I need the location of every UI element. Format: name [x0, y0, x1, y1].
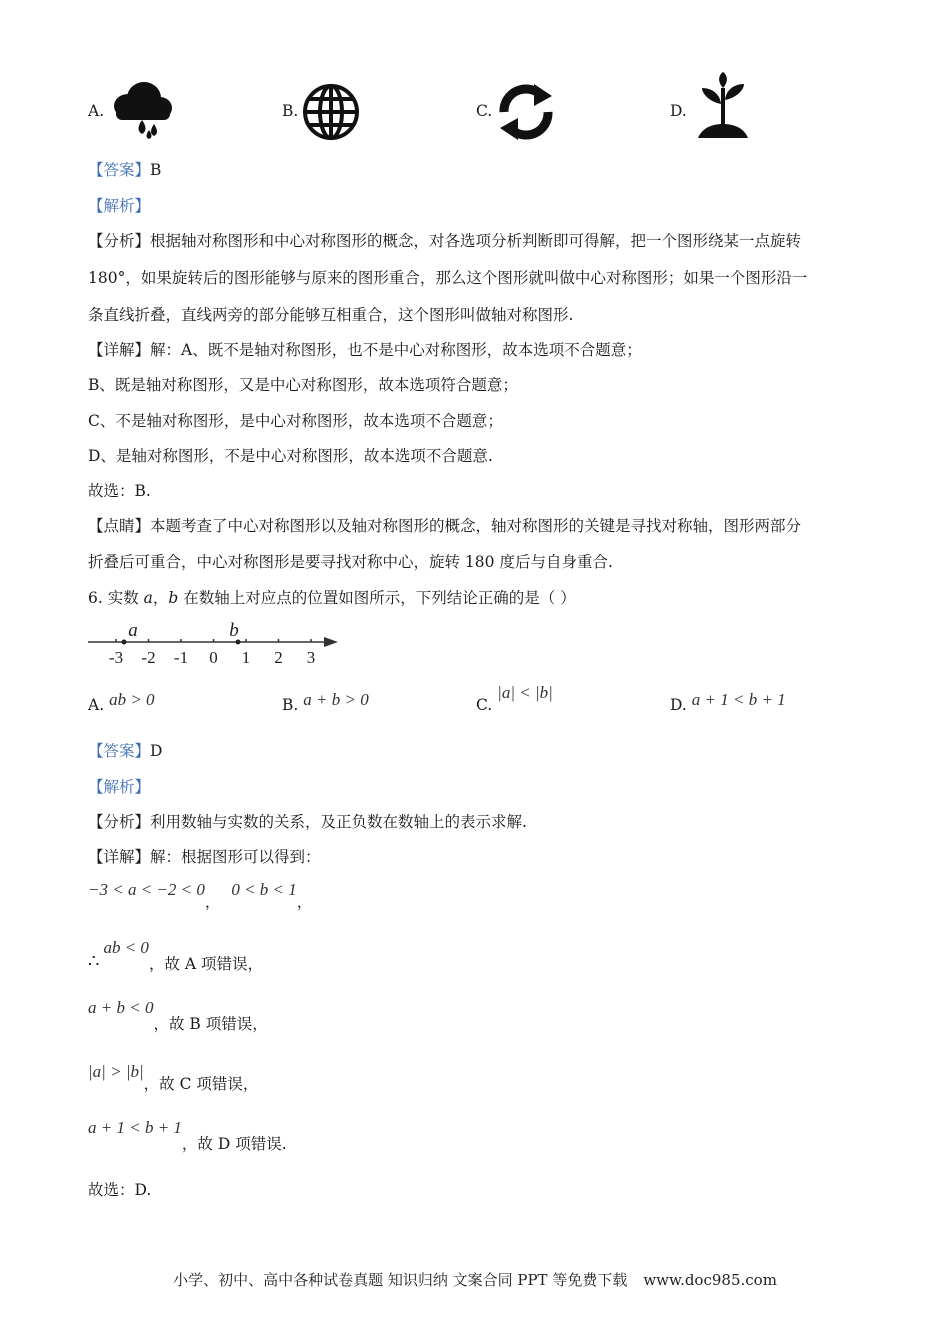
q5-fenxi-line2: 180°，如果旋转后的图形能够与原来的图形重合，那么这个图形就叫做中心对称图形；如果一个图形沿一 — [88, 269, 808, 287]
q6-var-a: a — [143, 589, 153, 607]
ineq-sep: ， — [204, 893, 221, 911]
q5-fenxi-line3: 条直线折叠，直线两旁的部分能够互相重合，这个图形叫做轴对称图形. — [88, 306, 574, 324]
fenxi-text: 利用数轴与实数的关系，及正负数在数轴上的表示求解. — [150, 813, 527, 831]
inequality-a: −3 < a < −2 < 0 — [88, 880, 205, 899]
q6-option-b-label: B. — [282, 696, 299, 714]
fenxi-tag: 【分析】 — [88, 232, 151, 250]
ineq-end: ， — [296, 893, 313, 911]
dianjing-text: 本题考查了中心对称图形以及轴对称图形的概念，轴对称图形的关键是寻找对称轴，图形两部分 — [150, 517, 802, 535]
q5-xiangjie-line1 — [88, 340, 642, 360]
footer-url[interactable]: www.doc985.com — [643, 1271, 777, 1289]
q6-step-b — [88, 996, 268, 1033]
option-a-label: A. — [88, 102, 105, 120]
option-d-label: D. — [670, 102, 687, 120]
q6-xiangjie — [88, 847, 321, 867]
answer-value: B — [150, 161, 162, 179]
q6-choose: 故选：D. — [88, 1181, 152, 1199]
q6-step-a — [88, 936, 263, 973]
q6-option-c-math: |a| < |b| — [497, 683, 553, 702]
xiangjie-text: 解：A、既不是轴对称图形，也不是中心对称图形，故本选项不合题意； — [150, 341, 642, 359]
point-b-label: b — [229, 620, 239, 641]
point-a — [122, 640, 127, 645]
tick-label: -3 — [108, 648, 124, 667]
q6-stem — [88, 588, 576, 608]
q5-answer — [88, 160, 161, 180]
q5-xiangjie-line2: B、既是轴对称图形，又是中心对称图形，故本选项符合题意； — [88, 376, 518, 394]
recycle-arrows-icon — [494, 82, 558, 142]
xiangjie-text: 解：根据图形可以得到： — [150, 848, 321, 866]
globe-icon — [300, 82, 362, 142]
q6-comma: ， — [152, 589, 169, 607]
q5-xiangjie-line4: D、是轴对称图形，不是中心对称图形，故本选项不合题意. — [88, 447, 493, 465]
xiangjie-tag: 【详解】 — [88, 848, 151, 866]
dianjing-tag: 【点睛】 — [88, 517, 151, 535]
step-b-math: a + b < 0 — [88, 998, 154, 1017]
q5-dianjing-line2: 折叠后可重合，中心对称图形是要寻找对称中心，旋转 180 度后与自身重合. — [88, 553, 613, 571]
q6-answer — [88, 741, 162, 761]
step-c-math: |a| > |b| — [88, 1062, 144, 1081]
step-a-math: ab < 0 — [103, 938, 149, 957]
rain-cloud-icon — [108, 78, 174, 140]
tick-label: -2 — [141, 648, 156, 667]
therefore-symbol: ∴ — [88, 951, 100, 972]
q6-option-c-label: C. — [476, 696, 493, 714]
step-b-text: ，故 B 项错误， — [153, 1015, 268, 1033]
tick-label: 0 — [209, 648, 218, 667]
q6-stem-prefix: 6. 实数 — [88, 589, 144, 607]
fenxi-text: 根据轴对称图形和中心对称图形的概念，对各选项分析判断即可得解，把一个图形绕某一点旋转 — [150, 232, 802, 250]
fenxi-tag: 【分析】 — [88, 813, 151, 831]
q5-analysis-tag: 【解析】 — [88, 197, 151, 215]
option-b-label: B. — [282, 102, 299, 120]
q6-option-d — [670, 690, 786, 715]
footer-text: 小学、初中、高中各种试卷真题 知识归纳 文案合同 PPT 等免费下载 — [173, 1271, 628, 1289]
q5-choose: 故选：B. — [88, 482, 151, 500]
number-line — [86, 618, 342, 668]
q6-option-c — [476, 683, 553, 715]
q6-option-d-label: D. — [670, 696, 687, 714]
q6-analysis-tag: 【解析】 — [88, 778, 151, 796]
step-c-text: ，故 C 项错误， — [143, 1075, 259, 1093]
step-a-text: ，故 A 项错误， — [148, 955, 263, 973]
q6-option-b-math: a + b > 0 — [303, 690, 369, 709]
option-c-label: C. — [476, 102, 493, 120]
q6-stem-suffix: 在数轴上对应点的位置如图所示，下列结论正确的是（ ） — [178, 589, 576, 607]
q6-step-c — [88, 1060, 259, 1093]
q6-fenxi — [88, 812, 527, 832]
answer-tag: 【答案】 — [88, 161, 151, 179]
q6-option-d-math: a + 1 < b + 1 — [691, 690, 786, 709]
number-line-arrow — [324, 637, 338, 647]
q6-step-d — [88, 1116, 287, 1153]
answer-tag: 【答案】 — [88, 742, 151, 760]
xiangjie-tag: 【详解】 — [88, 341, 151, 359]
q6-option-a-math: ab > 0 — [109, 690, 155, 709]
footer — [0, 1269, 950, 1290]
q5-dianjing-line1 — [88, 516, 801, 536]
tick-label: -1 — [173, 648, 189, 667]
point-a-label: a — [128, 620, 138, 641]
q6-option-b — [282, 690, 369, 715]
step-d-text: ，故 D 项错误. — [181, 1135, 287, 1153]
q6-inequalities — [88, 878, 313, 911]
sprout-icon — [692, 72, 754, 140]
tick-label: 1 — [241, 648, 251, 667]
q6-var-b: b — [168, 589, 179, 607]
q6-option-a — [88, 690, 155, 715]
q6-option-a-label: A. — [88, 696, 105, 714]
answer-value: D — [150, 742, 163, 760]
q5-xiangjie-line3: C、不是轴对称图形，是中心对称图形，故本选项不合题意； — [88, 412, 503, 430]
tick-label: 2 — [274, 648, 283, 667]
tick-label: 3 — [306, 648, 316, 667]
step-d-math: a + 1 < b + 1 — [88, 1118, 182, 1137]
q5-fenxi-line1 — [88, 231, 801, 251]
inequality-b: 0 < b < 1 — [231, 880, 297, 899]
